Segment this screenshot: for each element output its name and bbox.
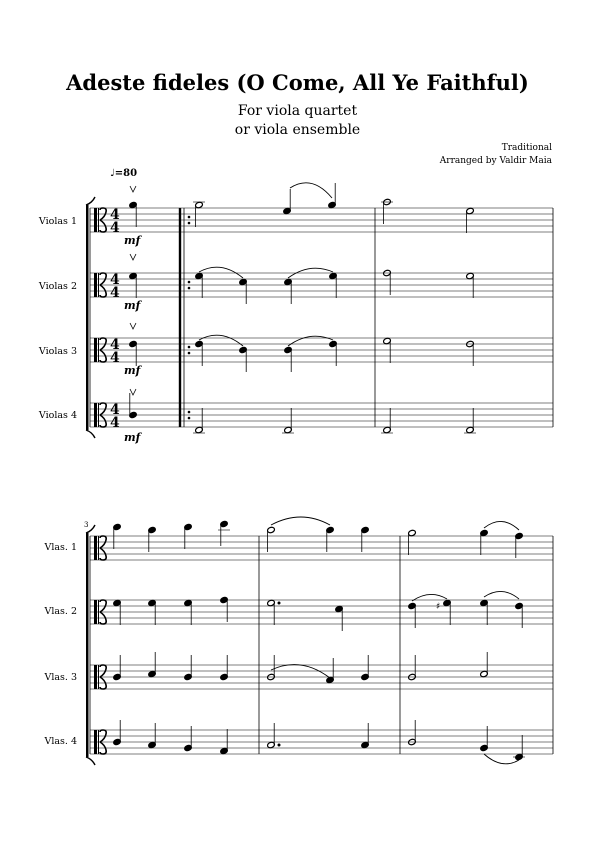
- time-sig-top: 4: [110, 337, 120, 353]
- time-sig-bottom: 4: [110, 220, 120, 236]
- notes-pickup: [129, 201, 138, 418]
- notes-measure-5: [408, 521, 525, 763]
- alto-clefs-system-1: [94, 208, 106, 427]
- subtitle-line-2: or viola ensemble: [234, 122, 361, 138]
- subtitle-line-1: For viola quartet: [237, 103, 358, 119]
- up-bow-marks: [130, 186, 136, 395]
- barlines-system-2: [259, 536, 553, 754]
- instrument-name-violas-4: Violas 4: [38, 410, 77, 421]
- time-sig-top: 4: [110, 272, 120, 288]
- instrument-name-violas-3: Violas 3: [38, 346, 77, 357]
- sharp-icon: ♯: [436, 602, 441, 612]
- staff-lines-system-1: [90, 208, 553, 427]
- arranger-credit: Arranged by Valdir Maia: [439, 156, 552, 166]
- bar-number: 3: [84, 521, 89, 529]
- system-2-bracket: [86, 525, 95, 765]
- system-1-bracket: [86, 197, 95, 438]
- staff-lines-system-2: [90, 536, 553, 754]
- instrument-short-name-2: Vlas. 2: [44, 606, 77, 617]
- dynamic-mf: mf: [124, 431, 141, 444]
- score-title: Adeste fideles (O Come, All Ye Faithful): [66, 70, 529, 95]
- tempo-equals: =: [114, 168, 124, 179]
- quarter-note-icon: ♩: [110, 168, 115, 179]
- instrument-short-name-1: Vlas. 1: [44, 542, 77, 553]
- time-sig-top: 4: [110, 207, 120, 223]
- notes-measure-3: [113, 520, 230, 754]
- alto-clefs-system-2: [94, 536, 106, 754]
- instrument-short-name-3: Vlas. 3: [44, 672, 77, 683]
- time-sig-top: 4: [110, 402, 120, 418]
- dynamic-mf: mf: [124, 234, 141, 247]
- dynamic-mf: mf: [124, 364, 141, 377]
- time-sig-bottom: 4: [110, 350, 120, 366]
- repeat-dots: [188, 216, 191, 420]
- notes-measure-1: [193, 183, 337, 434]
- time-signatures: [110, 207, 120, 431]
- time-sig-bottom: 4: [110, 415, 120, 431]
- tempo-value: 80: [123, 168, 138, 179]
- dynamic-mf: mf: [124, 299, 141, 312]
- instrument-name-violas-1: Violas 1: [38, 216, 77, 227]
- notes-measure-2: [381, 198, 476, 433]
- time-sig-bottom: 4: [110, 285, 120, 301]
- instrument-name-violas-2: Violas 2: [38, 281, 77, 292]
- instrument-short-name-4: Vlas. 4: [44, 736, 77, 747]
- notes-measure-4: [267, 517, 370, 749]
- barlines-system-1: [180, 208, 553, 427]
- composer-credit: Traditional: [501, 143, 552, 153]
